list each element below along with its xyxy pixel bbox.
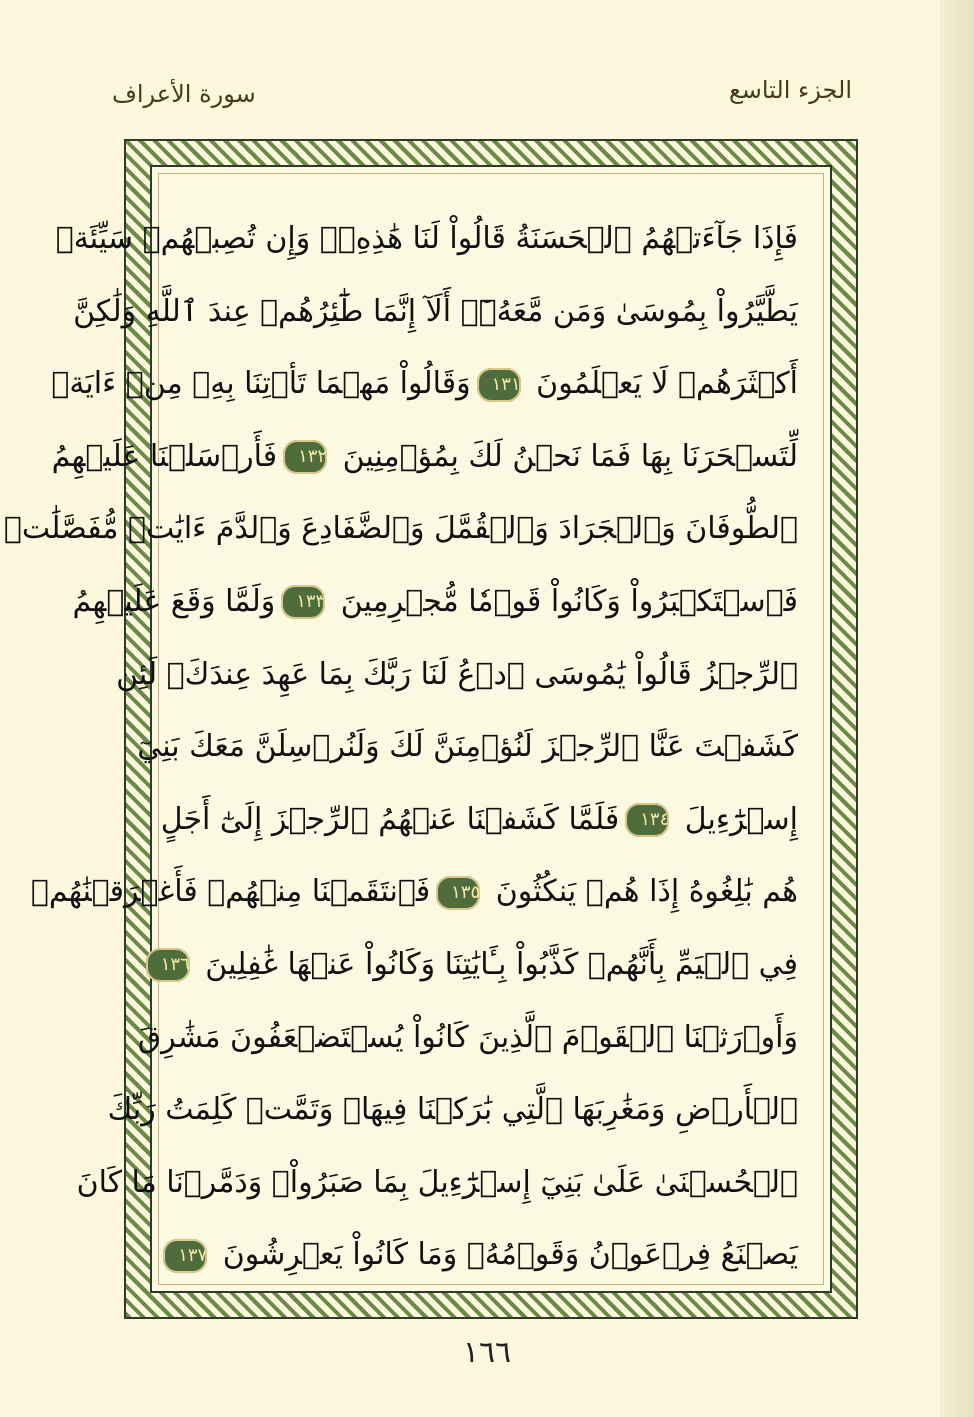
page-spine-shadow bbox=[940, 0, 974, 1417]
ayah-number-marker: ١٣٤ bbox=[625, 803, 669, 837]
verse-line bbox=[116, 639, 798, 712]
verse-segment: وَأَوۡرَثۡنَا ٱلۡقَوۡمَ ٱلَّذِينَ كَانُواْ يُسۡتَضۡعَفُونَ مَشَٰرِقَ bbox=[137, 1019, 798, 1055]
verse-segment: وَقَالُواْ مَهۡمَا تَأۡتِنَا بِهِۦ مِنۡ ءَايَةٖ bbox=[51, 366, 471, 402]
ayah-number-marker: ١٣٣ bbox=[281, 585, 325, 619]
verse-line bbox=[160, 929, 798, 1002]
ayah-number-marker: ١٣٧ bbox=[163, 1239, 207, 1273]
ayah-number-marker: ١٣١ bbox=[477, 368, 521, 402]
verse-line bbox=[51, 421, 798, 494]
ayah-number-marker: ١٣٦ bbox=[146, 948, 190, 982]
juz-title: الجزء التاسع bbox=[728, 76, 852, 104]
verse-segment: وَلَمَّا وَقَعَ عَلَيۡهِمُ bbox=[72, 583, 276, 619]
verse-line bbox=[160, 784, 798, 857]
verse-segment: ٱلطُّوفَانَ وَٱلۡجَرَادَ وَٱلۡقُمَّلَ وَٱلضَّفَادِعَ وَٱلدَّمَ ءَايَٰتٖ مُّفَصَّلَٰتٖ bbox=[3, 511, 798, 547]
verse-line bbox=[3, 493, 798, 566]
verse-segment: أَكۡثَرَهُمۡ لَا يَعۡلَمُونَ bbox=[526, 366, 798, 402]
verse-segment: كَشَفۡتَ عَنَّا ٱلرِّجۡزَ لَنُؤۡمِنَنَّ لَكَ وَلَنُرۡسِلَنَّ مَعَكَ بَنِيٓ bbox=[137, 729, 798, 765]
verse-line bbox=[73, 276, 798, 349]
verse-segment: فَأَرۡسَلۡنَا عَلَيۡهِمُ bbox=[51, 438, 278, 474]
ornamental-frame bbox=[3, 139, 858, 1319]
verse-line bbox=[55, 203, 798, 276]
verse-segment: فِي ٱلۡيَمِّ بِأَنَّهُمۡ كَذَّبُواْ بِـَٔايَٰتِنَا وَكَانُواْ عَنۡهَا غَٰفِلِينَ bbox=[195, 946, 798, 982]
verse-segment: ٱلرِّجۡزُ قَالُواْ يَٰمُوسَى ٱدۡعُ لَنَا رَبَّكَ بِمَا عَهِدَ عِندَكَۖ لَئِن bbox=[116, 656, 798, 692]
verse-line bbox=[107, 1074, 798, 1147]
verse-segment: يَطَّيَّرُواْ بِمُوسَىٰ وَمَن مَّعَهُۥٓۗ أَلَآ إِنَّمَا طَٰٓئِرُهُمۡ عِندَ ٱللَّهِ وَلَٰكِنَّ bbox=[73, 293, 798, 329]
verse-text bbox=[3, 203, 798, 1292]
verse-segment: فَٱنتَقَمۡنَا مِنۡهُمۡ فَأَغۡرَقۡنَٰهُمۡ bbox=[30, 874, 431, 910]
verse-segment: ٱلۡأَرۡضِ وَمَغَٰرِبَهَا ٱلَّتِي بَٰرَكۡنَا فِيهَاۖ وَتَمَّتۡ كَلِمَتُ رَبِّكَ bbox=[107, 1092, 798, 1128]
verse-segment: إِسۡرَٰٓءِيلَ bbox=[675, 801, 798, 837]
verse-segment: يَصۡنَعُ فِرۡعَوۡنُ وَقَوۡمُهُۥ وَمَا كَانُواْ يَعۡرِشُونَ bbox=[213, 1237, 798, 1273]
verse-segment: فَلَمَّا كَشَفۡنَا عَنۡهُمُ ٱلرِّجۡزَ إِلَىٰٓ أَجَلٍ bbox=[160, 801, 620, 837]
verse-line bbox=[178, 1219, 798, 1292]
verse-segment: لِّتَسۡحَرَنَا بِهَا فَمَا نَحۡنُ لَكَ بِمُؤۡمِنِينَ bbox=[333, 438, 798, 474]
verse-line bbox=[76, 1147, 798, 1220]
ayah-number-marker: ١٣٢ bbox=[283, 440, 327, 474]
page-number: ١٦٦ bbox=[462, 1335, 512, 1370]
verse-line bbox=[137, 1002, 798, 1075]
page-header bbox=[112, 72, 852, 122]
verse-segment: فَإِذَا جَآءَتۡهُمُ ٱلۡحَسَنَةُ قَالُواْ لَنَا هَٰذِهِۦۖ وَإِن تُصِبۡهُمۡ سَيِّئَةٞ bbox=[55, 221, 798, 256]
verse-line bbox=[30, 856, 798, 929]
ayah-number-marker: ١٣٥ bbox=[436, 876, 480, 910]
verse-line bbox=[72, 566, 798, 639]
text-panel bbox=[3, 165, 832, 1293]
verse-segment: ٱلۡحُسۡنَىٰ عَلَىٰ بَنِيٓ إِسۡرَٰٓءِيلَ بِمَا صَبَرُواْۖ وَدَمَّرۡنَا مَا كَانَ bbox=[76, 1164, 798, 1200]
surah-title: سورة الأعراف bbox=[112, 80, 256, 108]
verse-line bbox=[137, 711, 798, 784]
verse-line bbox=[51, 348, 798, 421]
verse-segment: فَٱسۡتَكۡبَرُواْ وَكَانُواْ قَوۡمٗا مُّجۡرِمِينَ bbox=[331, 583, 798, 619]
verse-segment: هُم بَٰلِغُوهُ إِذَا هُمۡ يَنكُثُونَ bbox=[486, 874, 798, 910]
